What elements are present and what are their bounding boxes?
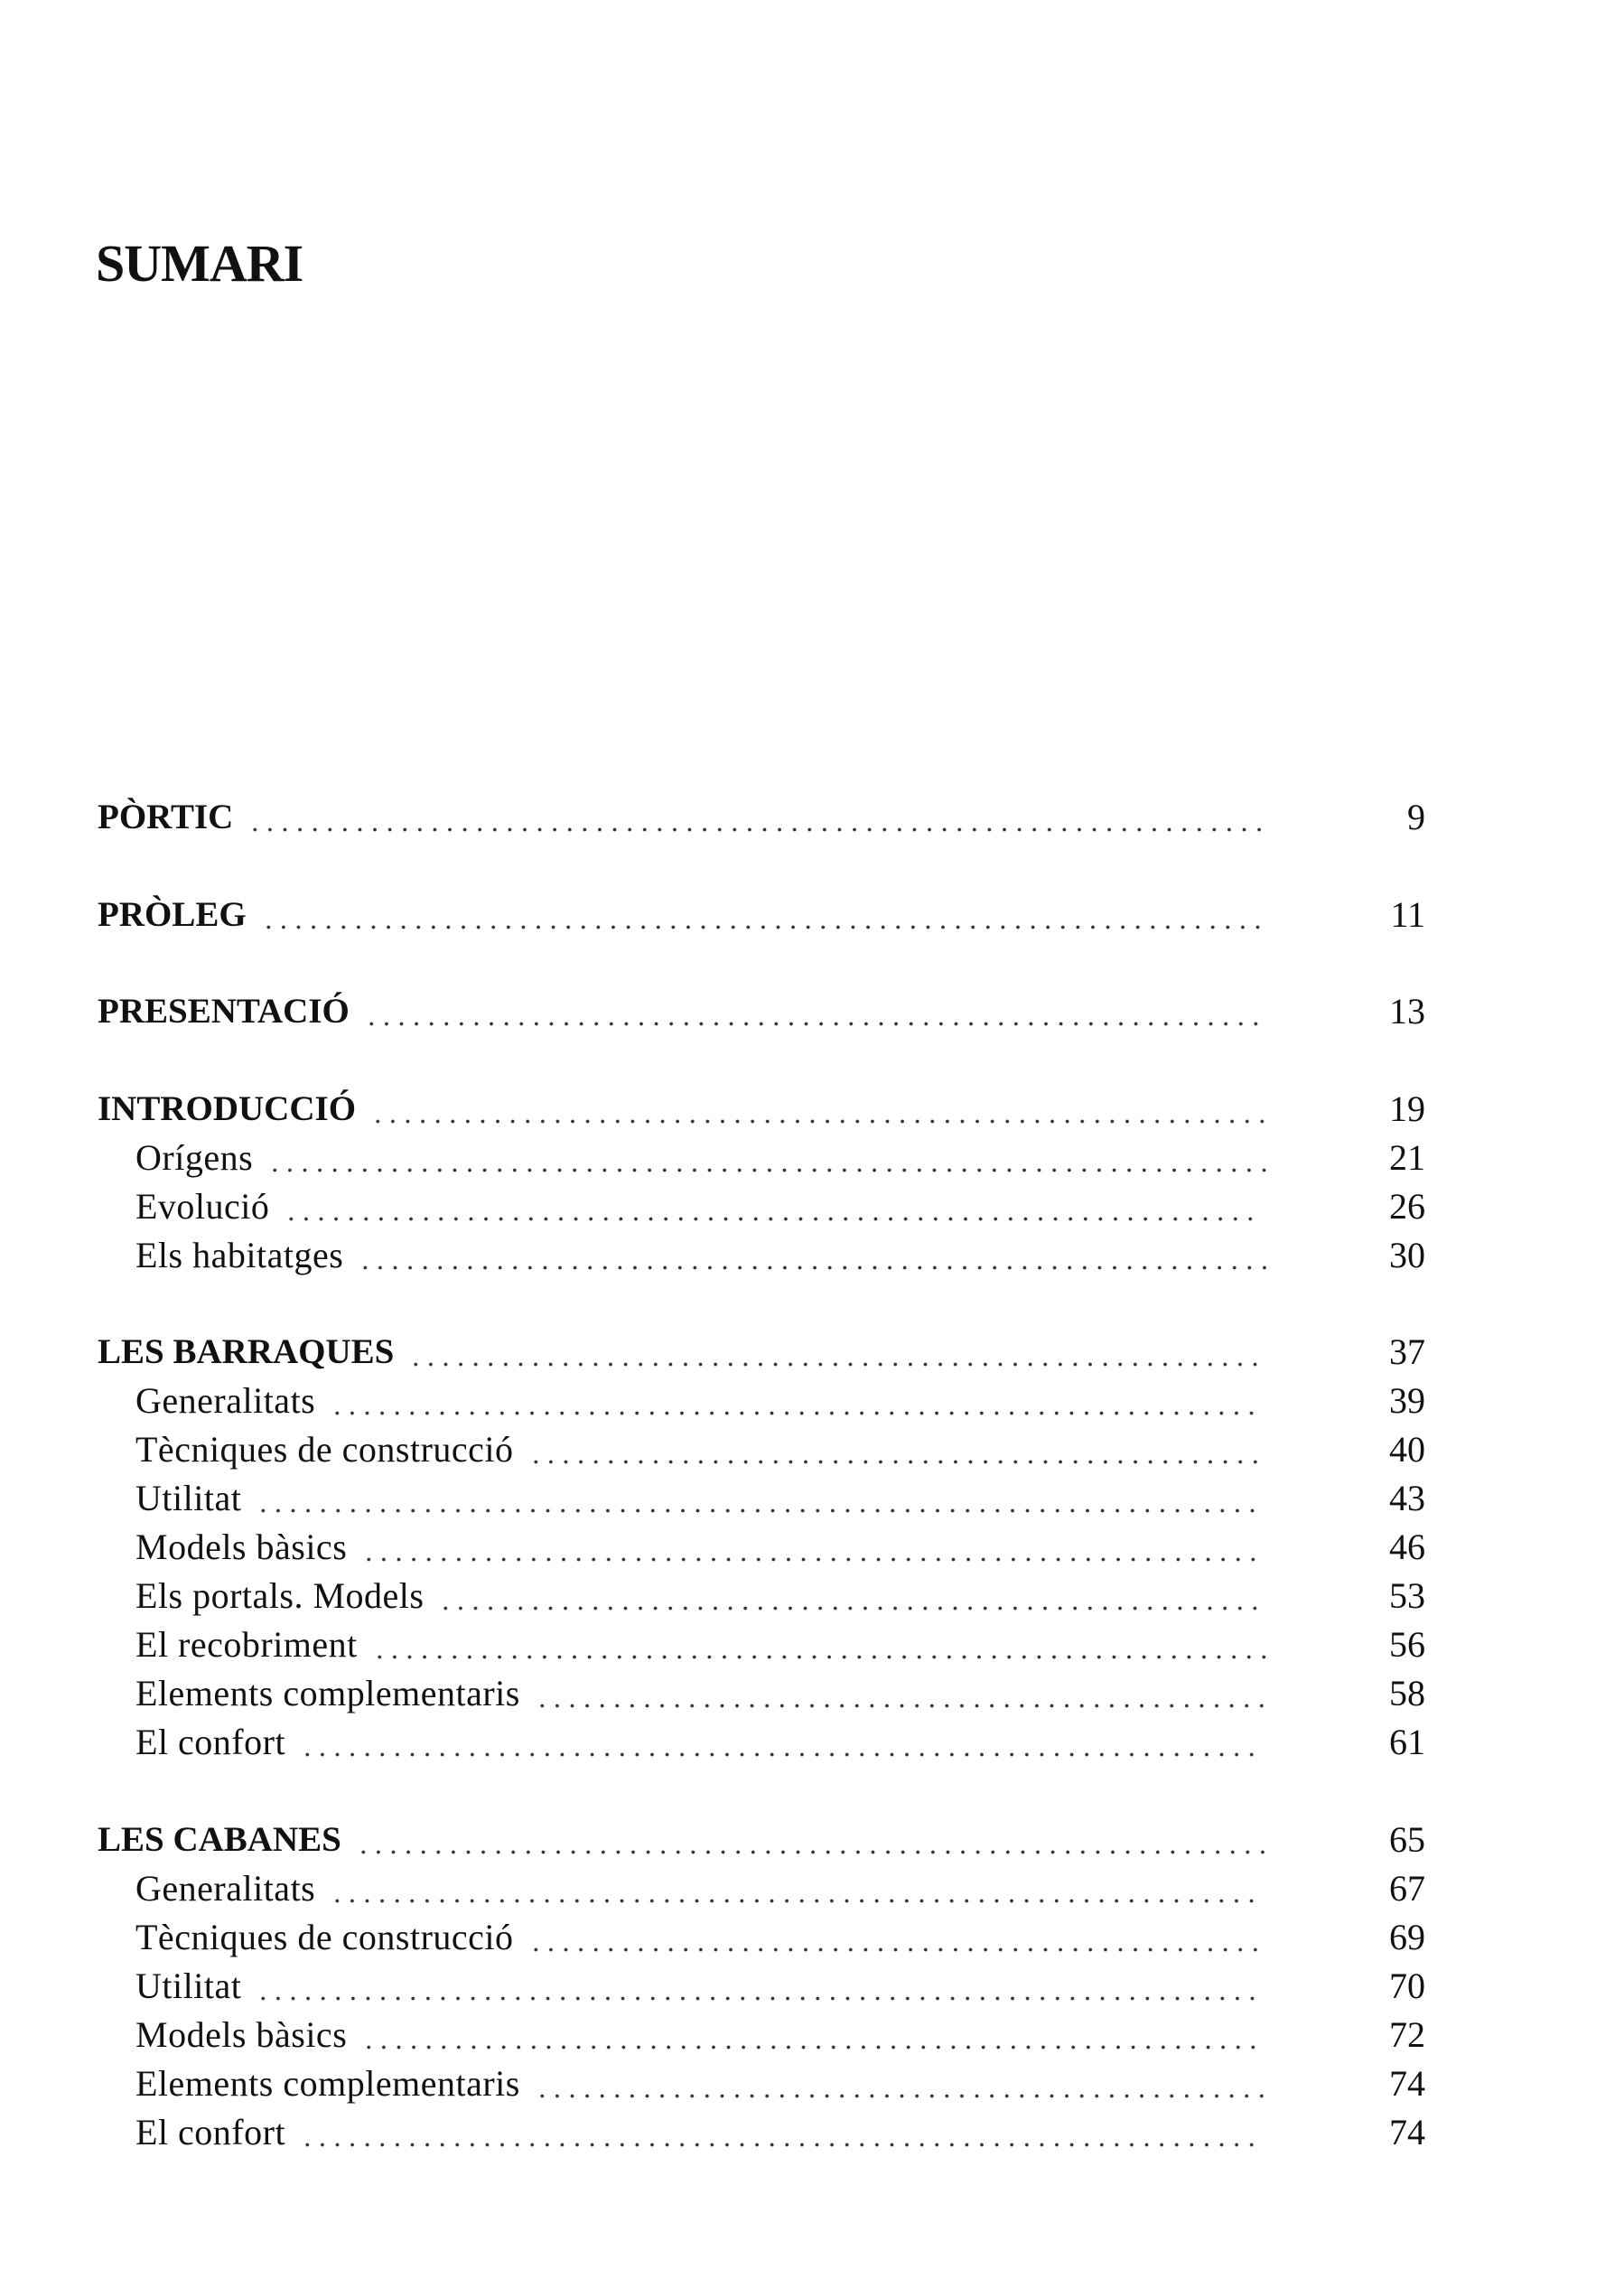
toc-entry-page-number: 74 <box>1389 2063 1425 2104</box>
dot-leader <box>247 795 1267 840</box>
toc-entry-page-number: 70 <box>1389 1966 1425 2006</box>
dot-leader <box>438 1573 1263 1619</box>
toc-entry-page-number: 67 <box>1389 1868 1425 1909</box>
toc-subsection-entry <box>98 1573 1425 1619</box>
toc-entry-label: Generalitats <box>135 1380 316 1421</box>
toc-entry-page-number: 46 <box>1389 1527 1425 1567</box>
toc-entry-label: Utilitat <box>135 1478 242 1518</box>
toc-entry-page-number: 61 <box>1389 1722 1425 1762</box>
toc-entry-label: El confort <box>135 2112 286 2152</box>
toc-section-entry <box>98 1330 1425 1375</box>
toc-entry-label: INTRODUCCIÓ <box>98 1089 357 1128</box>
toc-subsection-entry <box>98 1427 1425 1472</box>
toc-entry-page-number: 74 <box>1389 2112 1425 2152</box>
toc-entry-page-number: 13 <box>1389 991 1425 1032</box>
toc-entry-page-number: 65 <box>1389 1819 1425 1860</box>
toc-entry-label: Els portals. Models <box>135 1575 425 1616</box>
toc-section-entry <box>98 989 1425 1034</box>
toc-subsection-entry <box>98 1525 1425 1570</box>
dot-leader <box>267 1135 1272 1181</box>
toc-entry-page-number: 21 <box>1389 1137 1425 1178</box>
toc-subsection-entry <box>98 1720 1425 1765</box>
dot-leader <box>261 892 1265 938</box>
toc-entry-label: PRESENTACIÓ <box>98 992 350 1031</box>
toc-section-entry <box>98 1087 1425 1132</box>
toc-entry-label: LES BARRAQUES <box>98 1332 395 1371</box>
toc-entry-label: LES CABANES <box>98 1820 341 1859</box>
toc-entry-label: PRÒLEG <box>98 895 247 934</box>
toc-subsection-entry <box>98 1671 1425 1716</box>
toc-section-entry <box>98 892 1425 938</box>
toc-subsection-entry <box>98 1915 1425 1960</box>
dot-leader <box>358 1233 1273 1278</box>
toc-entry-label: Evolució <box>135 1186 270 1227</box>
toc-subsection-entry <box>98 1184 1425 1229</box>
dot-leader <box>372 1622 1272 1667</box>
toc-subsection-entry <box>98 2110 1425 2155</box>
toc-entry-label: El recobriment <box>135 1624 358 1665</box>
toc-entry-page-number: 11 <box>1390 894 1425 935</box>
toc-entry-page-number: 72 <box>1389 2014 1425 2055</box>
dot-leader <box>256 1964 1260 2009</box>
toc-entry-page-number: 53 <box>1389 1575 1425 1616</box>
dot-leader <box>535 1671 1269 1716</box>
toc-entry-page-number: 56 <box>1389 1624 1425 1665</box>
toc-entry-page-number: 9 <box>1407 797 1425 837</box>
toc-subsection-entry <box>98 1622 1425 1667</box>
dot-leader <box>370 1087 1270 1132</box>
dot-leader <box>528 1915 1263 1960</box>
dot-leader <box>330 1378 1259 1424</box>
toc-entry-label: Models bàsics <box>135 2014 348 2055</box>
toc-entry-label: PÒRTIC <box>98 798 234 836</box>
dot-leader <box>300 2110 1259 2155</box>
toc-entry-page-number: 19 <box>1389 1088 1425 1129</box>
toc-subsection-entry <box>98 1866 1425 1911</box>
dot-leader <box>535 2061 1269 2106</box>
page-title: SUMARI <box>96 234 303 293</box>
toc-entry-page-number: 37 <box>1389 1331 1425 1372</box>
dot-leader <box>361 2012 1261 2058</box>
dot-leader <box>364 989 1264 1034</box>
toc-entry-page-number: 40 <box>1389 1429 1425 1470</box>
toc-entry-label: Elements complementaris <box>135 1673 520 1713</box>
toc-section-entry <box>98 795 1425 840</box>
toc-entry-label: Els habitatges <box>135 1235 344 1275</box>
dot-leader <box>284 1184 1258 1229</box>
toc-entry-page-number: 39 <box>1389 1380 1425 1421</box>
toc-subsection-entry <box>98 1135 1425 1181</box>
dot-leader <box>300 1720 1259 1765</box>
toc-entry-label: Tècniques de construcció <box>135 1917 514 1957</box>
toc-subsection-entry <box>98 2061 1425 2106</box>
toc-subsection-entry <box>98 1233 1425 1278</box>
toc-entry-page-number: 30 <box>1389 1235 1425 1275</box>
toc-entry-label: Orígens <box>135 1137 254 1178</box>
dot-leader <box>408 1330 1263 1375</box>
toc-entry-page-number: 69 <box>1389 1917 1425 1957</box>
dot-leader <box>256 1476 1260 1521</box>
toc-subsection-entry <box>98 2012 1425 2058</box>
toc-subsection-entry <box>98 1964 1425 2009</box>
toc-entry-page-number: 58 <box>1389 1673 1425 1713</box>
toc-entry-label: Utilitat <box>135 1966 242 2006</box>
dot-leader <box>356 1817 1271 1863</box>
toc-entry-page-number: 43 <box>1389 1478 1425 1518</box>
toc-entry-label: Tècniques de construcció <box>135 1429 514 1470</box>
toc-subsection-entry <box>98 1476 1425 1521</box>
toc-entry-label: El confort <box>135 1722 286 1762</box>
toc-section-entry <box>98 1817 1425 1863</box>
dot-leader <box>528 1427 1263 1472</box>
toc-subsection-entry <box>98 1378 1425 1424</box>
toc-entry-label: Models bàsics <box>135 1527 348 1567</box>
toc-entry-label: Generalitats <box>135 1868 316 1909</box>
toc-entry-label: Elements complementaris <box>135 2063 520 2104</box>
dot-leader <box>361 1525 1261 1570</box>
dot-leader <box>330 1866 1259 1911</box>
toc-entry-page-number: 26 <box>1389 1186 1425 1227</box>
